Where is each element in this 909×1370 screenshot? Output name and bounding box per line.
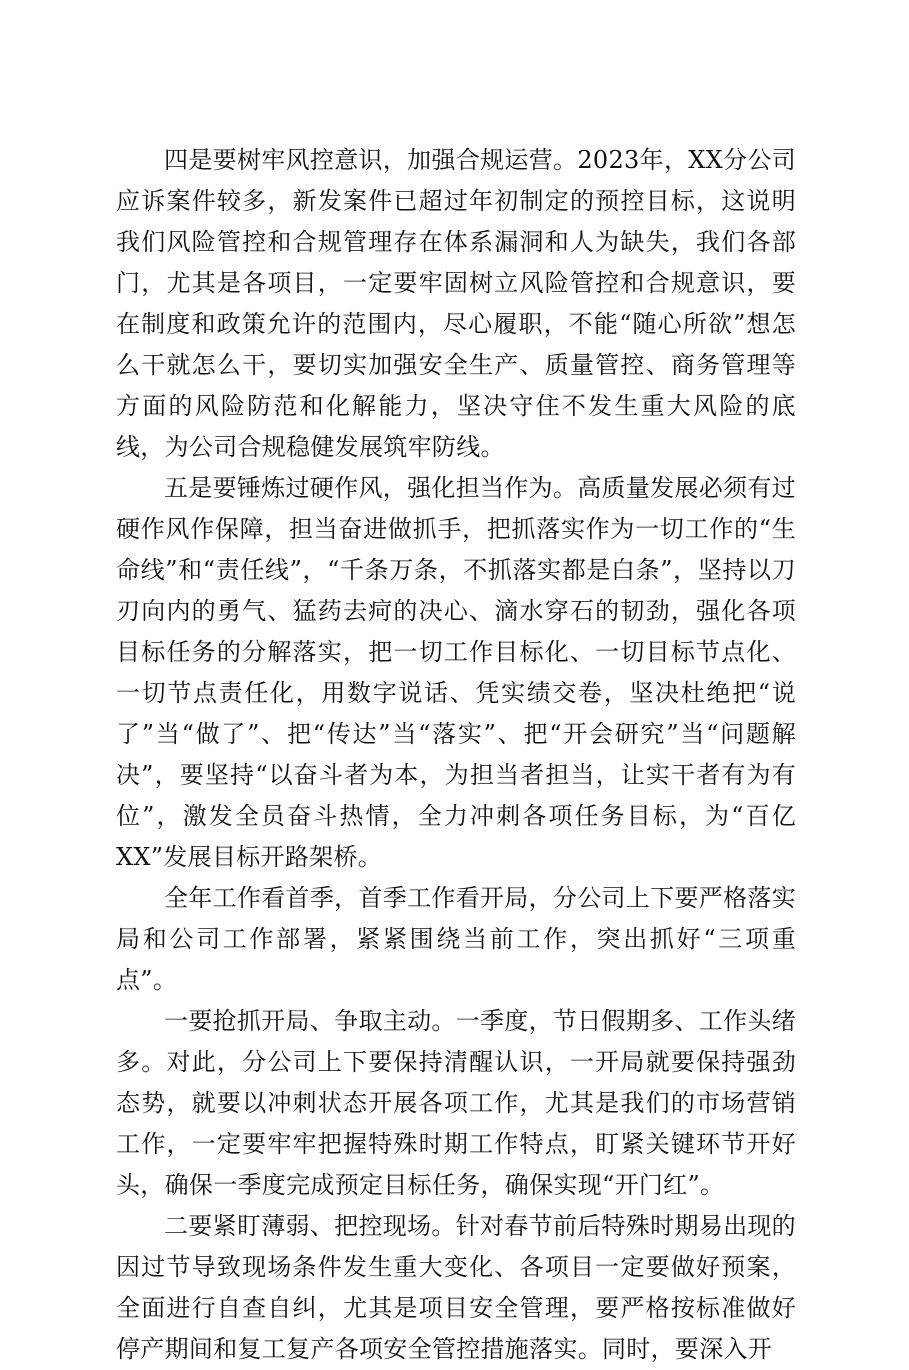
paragraph-first-quarter: 全年工作看首季，首季工作看开局，分公司上下要严格落实局和公司工作部署，紧紧围绕当前工作，突出抓好“三项重点”。 — [116, 884, 796, 994]
paragraph-work-style: 五是要锤炼过硬作风，强化担当作为。高质量发展必须有过硬作风作保障，担当奋进做抓手，把抓落实作为一切工作的“生命线”和“责任线”，“千条万条，不抓落实都是白条”，坚持以刀刃向内的勇气、猛药去疴的决心、滴水穿石的韧劲，强化各项目标任务的分解落实，把一切工作目标化、一切目标节点化、一切节点责任化，用数字说话、凭实绩交卷，坚决杜绝把“说了”当“做了”、把“传达”当“落实”、把“开会研究”当“问题解决”，要坚持“以奋斗者为本，为担当者担当，让实干者有为有位”，激发全员奋斗热情，全力冲刺各项任务目标，为“百亿XX”发展目标开路架桥。 — [116, 474, 796, 871]
paragraph-weak-links: 二要紧盯薄弱、把控现场。针对春节前后特殊时期易出现的因过节导致现场条件发生重大变化、各项目一定要做好预案，全面进行自查自纠，尤其是项目安全管理，要严格按标准做好停产期间和复工复产各项安全管控措施落实。同时，要深入开 — [116, 1212, 796, 1363]
paragraph-risk-control: 四是要树牢风控意识，加强合规运营。2023年，XX分公司应诉案件较多，新发案件已超过年初制定的预控目标，这说明我们风险管控和合规管理存在体系漏洞和人为缺失，我们各部门，尤其是各项目，一定要牢固树立风险管控和合规意识，要在制度和政策允许的范围内，尽心履职，不能“随心所欲”想怎么干就怎么干，要切实加强安全生产、质量管控、商务管理等方面的风险防范和化解能力，坚决守住不发生重大风险的底线，为公司合规稳健发展筑牢防线。 — [116, 146, 796, 461]
paragraph-seize-start: 一要抢抓开局、争取主动。一季度，节日假期多、工作头绪多。对此，分公司上下要保持清醒认识，一开局就要保持强劲态势，就要以冲刺状态开展各项工作，尤其是我们的市场营销工作，一定要牢牢把握特殊时期工作特点，盯紧关键环节开好头，确保一季度完成预定目标任务，确保实现“开门红”。 — [116, 1007, 796, 1199]
document-body — [116, 140, 796, 1370]
